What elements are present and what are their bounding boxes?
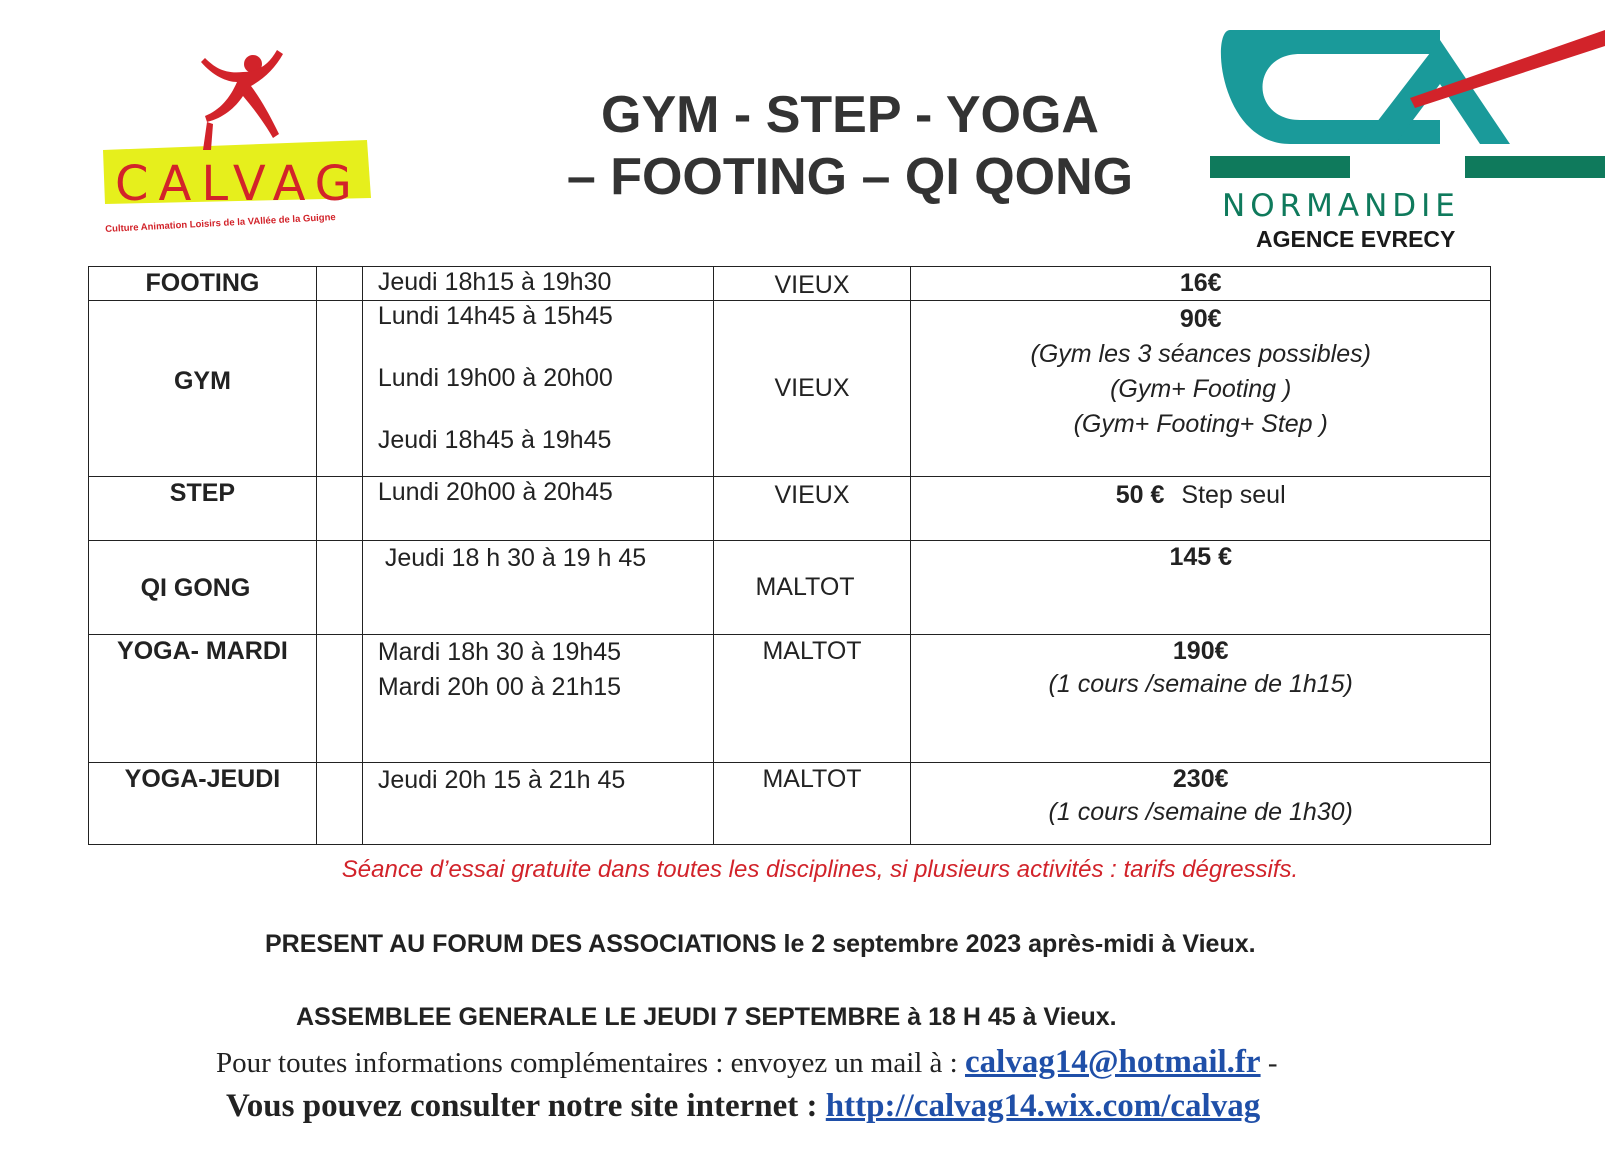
blank-cell	[316, 301, 362, 477]
blank-cell	[316, 267, 362, 301]
time-line: Lundi 14h45 à 15h45	[377, 302, 613, 330]
price-amount: 230€	[1172, 765, 1229, 793]
blank-cell	[316, 477, 362, 541]
time-cell	[362, 541, 713, 635]
blank-cell	[316, 763, 362, 845]
time-line: Jeudi 18 h 30 à 19 h 45	[384, 544, 647, 572]
place-text: MALTOT	[762, 637, 862, 665]
website-info	[226, 1088, 1526, 1125]
table-row-step	[89, 477, 1491, 541]
place-cell	[713, 541, 911, 635]
page-title	[520, 84, 1180, 208]
website-text: Vous pouvez consulter notre site internet :	[226, 1088, 826, 1124]
activity-cell: YOGA-JEUDI	[89, 763, 317, 845]
price-cell	[911, 267, 1491, 301]
calvag-logo	[95, 38, 395, 238]
time-cell	[362, 267, 713, 301]
price-cell	[911, 301, 1491, 477]
website-link[interactable]: http://calvag14.wix.com/calvag	[825, 1088, 1261, 1124]
title-line-2: – FOOTING – QI QONG	[566, 148, 1134, 206]
blank-cell	[316, 635, 362, 763]
contact-trailing: -	[1260, 1047, 1278, 1079]
credit-agricole-emblem-icon	[1210, 10, 1605, 190]
table-row-gym	[89, 301, 1491, 477]
price-amount: 16€	[1179, 269, 1222, 297]
table-row-footing	[89, 267, 1491, 301]
place-text: VIEUX	[774, 271, 850, 299]
place-cell	[713, 635, 911, 763]
price-cell	[911, 477, 1491, 541]
place-cell	[713, 477, 911, 541]
assembly-notice: ASSEMBLEE GENERALE LE JEUDI 7 SEPTEMBRE à 18 H 45 à Vieux.	[296, 1003, 1117, 1031]
price-amount: 145 €	[1169, 543, 1232, 571]
table-row-yoga-jeudi	[89, 763, 1491, 845]
ca-region: NORMANDIE	[1222, 188, 1460, 224]
time-line: Jeudi 18h45 à 19h45	[377, 426, 612, 454]
forum-rest: le 2 septembre 2023 après-midi à Vieux.	[776, 930, 1256, 958]
price-note: (1 cours /semaine de 1h15)	[1048, 670, 1353, 698]
time-line: Lundi 20h00 à 20h45	[377, 478, 613, 506]
place-cell	[713, 763, 911, 845]
price-suffix: Step seul	[1181, 481, 1286, 509]
calvag-wordmark: CALVAG	[115, 156, 362, 212]
contact-info	[216, 1044, 1516, 1081]
blank-cell	[316, 541, 362, 635]
place-text: VIEUX	[774, 374, 850, 402]
place-text: VIEUX	[774, 481, 850, 509]
price-note: (1 cours /semaine de 1h30)	[1048, 798, 1353, 826]
time-cell	[362, 763, 713, 845]
trial-note: Séance d’essai gratuite dans toutes les disciplines, si plusieurs activités : tarifs dégressifs.	[341, 856, 1299, 883]
price-note: (Gym les 3 séances possibles)	[1030, 340, 1371, 368]
activity-cell	[89, 541, 317, 635]
time-line: Mardi 20h 00 à 21h15	[377, 673, 622, 701]
price-amount: 90€	[1179, 305, 1222, 333]
contact-text: Pour toutes informations complémentaires : envoyez un mail à :	[216, 1047, 965, 1079]
time-cell	[362, 301, 713, 477]
price-amount: 190€	[1172, 637, 1229, 665]
activity-cell: FOOTING	[89, 267, 317, 301]
forum-notice	[265, 930, 1385, 959]
activity-name: QI GONG	[140, 574, 251, 602]
activity-cell: YOGA- MARDI	[89, 635, 317, 763]
time-line: Mardi 18h 30 à 19h45	[377, 638, 622, 666]
place-text: MALTOT	[755, 573, 855, 601]
ca-agency: AGENCE EVRECY	[1256, 226, 1456, 252]
title-line-1: GYM - STEP - YOGA	[601, 86, 1099, 144]
price-amount: 50 €	[1115, 481, 1165, 509]
calvag-tagline: Culture Animation Loisirs de la VAllée de la Guigne	[105, 211, 336, 235]
price-cell	[911, 635, 1491, 763]
activity-cell	[89, 301, 317, 477]
time-cell	[362, 477, 713, 541]
price-note: (Gym+ Footing )	[1110, 375, 1292, 403]
place-cell	[713, 267, 911, 301]
time-line: Lundi 19h00 à 20h00	[377, 364, 613, 392]
price-cell	[911, 541, 1491, 635]
credit-agricole-logo	[1210, 10, 1605, 260]
price-note: (Gym+ Footing+ Step )	[1073, 410, 1328, 438]
price-cell	[911, 763, 1491, 845]
forum-bold: PRESENT AU FORUM DES ASSOCIATIONS	[265, 930, 777, 958]
time-line: Jeudi 20h 15 à 21h 45	[377, 766, 626, 794]
time-cell	[362, 635, 713, 763]
activity-cell: STEP	[89, 477, 317, 541]
schedule-table	[88, 266, 1491, 845]
activity-name: GYM	[173, 367, 231, 395]
place-cell	[713, 301, 911, 477]
table-row-qigong	[89, 541, 1491, 635]
email-link[interactable]: calvag14@hotmail.fr	[965, 1044, 1261, 1080]
place-text: MALTOT	[762, 765, 862, 793]
time-line: Jeudi 18h15 à 19h30	[377, 268, 612, 296]
table-row-yoga-mardi	[89, 635, 1491, 763]
